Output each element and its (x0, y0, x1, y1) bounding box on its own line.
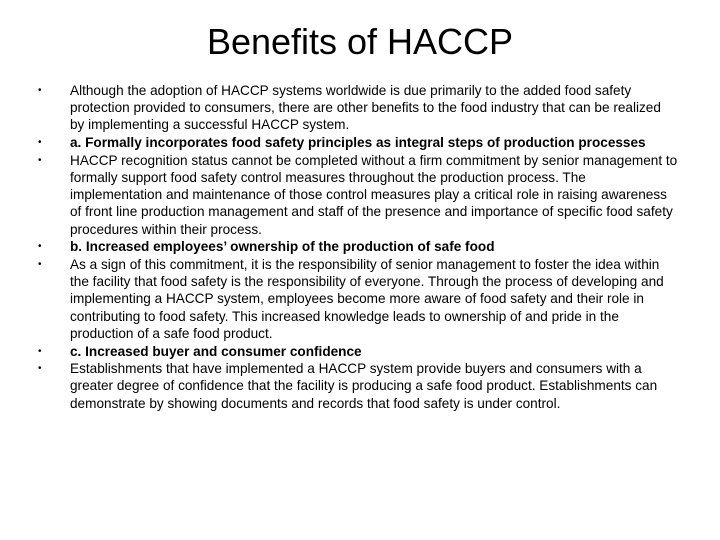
bullet-item (38, 134, 678, 151)
bullet-icon: • (38, 137, 42, 149)
bullet-icon: • (38, 363, 42, 375)
bullet-heading: c. Increased buyer and consumer confidence (70, 343, 362, 359)
bullet-icon: • (38, 85, 42, 96)
bullet-heading: b. Increased employees’ ownership of the production of safe food (70, 239, 495, 255)
bullet-item (38, 152, 678, 238)
bullet-item (38, 82, 678, 134)
bullet-icon: • (38, 154, 42, 166)
bullet-item (38, 343, 678, 360)
bullet-icon: • (38, 241, 42, 253)
slide-title: Benefits of HACCP (206, 21, 514, 62)
bullet-icon: • (38, 259, 42, 271)
bullet-heading: a. Formally incorporates food safety principles as integral steps of production processes (70, 135, 646, 151)
bullet-item (38, 256, 678, 342)
bullet-item (38, 360, 678, 412)
bullet-list (38, 82, 678, 412)
bullet-item (38, 238, 678, 255)
bullet-text: As a sign of this commitment, it is the responsibility of senior management to foster the idea within the facility that food safety is the responsibility of everyone. Through the process of developing and implementing a HACCP system, employees become more aware of food safety and their role in contributing to food safety. This increased knowledge leads to ownership of and pride in the production of a safe food product. (70, 257, 664, 341)
bullet-text: Although the adoption of HACCP systems worldwide is due primarily to the added food safety protection provided to consumers, there are other benefits to the food industry that can be realized by implementing a successful HACCP system. (70, 83, 661, 133)
bullet-text: HACCP recognition status cannot be completed without a firm commitment by senior management to formally support food safety control measures throughout the production process. The implementation and maintenance of those control measures play a critical role in raising awareness of front line production management and staff of the presence and importance of specific food safety procedures within their process. (70, 152, 678, 237)
bullet-text: Establishments that have implemented a HACCP system provide buyers and consumers with a greater degree of confidence that the facility is producing a safe food product. Establishments can demonstrate by showing documents and records that food safety is under control. (70, 361, 658, 411)
bullet-icon: • (38, 345, 42, 357)
